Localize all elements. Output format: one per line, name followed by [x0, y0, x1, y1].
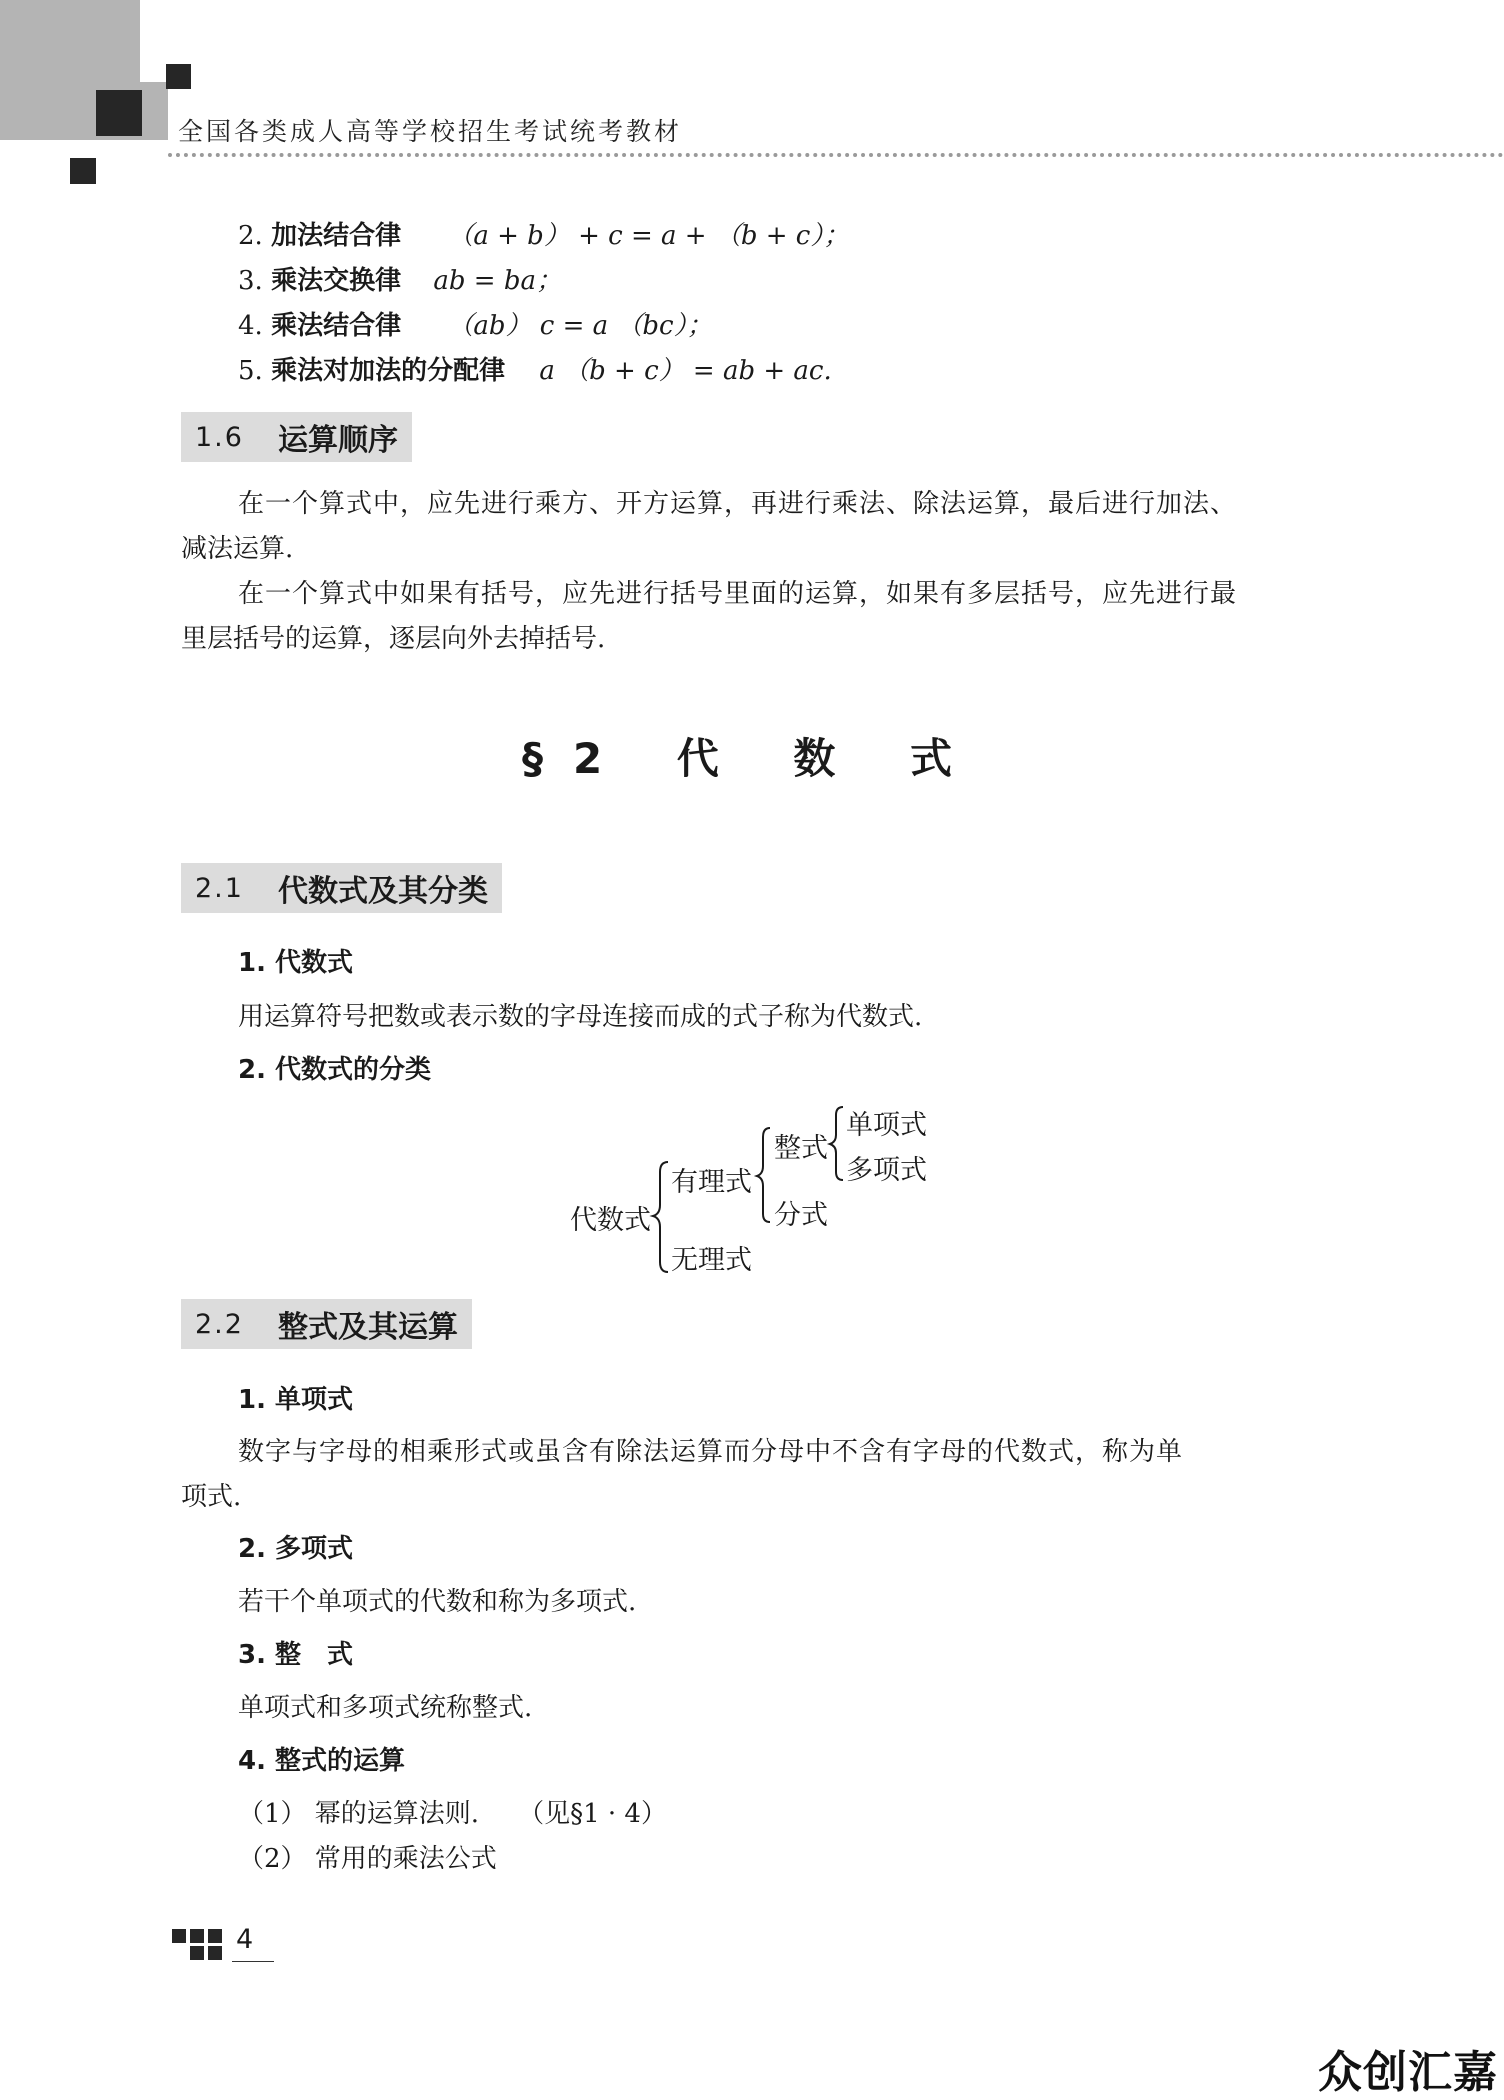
paragraph-line: 在一个算式中，应先进行乘方、开方运算，再进行乘法、除法运算，最后进行加法、 [238, 489, 1238, 519]
footer-square [208, 1929, 222, 1943]
law-formula: ab = ba； [433, 266, 562, 296]
item-heading: 4. 整式的运算 [238, 1746, 406, 1776]
chapter-title: §2 代 数 式 [521, 734, 983, 783]
law-number: 4. [238, 311, 263, 341]
footer-rule [232, 1961, 274, 1962]
law-name: 乘法对加法的分配律 [271, 356, 506, 386]
section-title: 运算顺序 [277, 423, 398, 458]
law-formula: （a + b） + c = a + （b + c）； [447, 221, 850, 251]
item-heading: 1. 代数式 [238, 948, 354, 978]
page-number: 4 [236, 1924, 254, 1955]
footer-square [208, 1946, 222, 1960]
tree-integral-label: 整式 [774, 1133, 828, 1164]
item-heading: 2. 代数式的分类 [238, 1055, 432, 1085]
item-heading: 1. 单项式 [238, 1385, 354, 1415]
item-heading: 3. 整 式 [238, 1640, 354, 1670]
footer-square [190, 1946, 204, 1960]
law-number: 5. [238, 356, 263, 386]
footer-square [190, 1929, 204, 1943]
law-number: 3. [238, 266, 263, 296]
law-formula: （ab） c = a （bc）； [447, 311, 713, 341]
tree-irrational-label: 无理式 [671, 1245, 752, 1276]
law-name: 乘法结合律 [271, 311, 402, 341]
section-title: 整式及其运算 [277, 1310, 458, 1345]
paragraph-line: 若干个单项式的代数和称为多项式. [238, 1587, 637, 1617]
header-title: 全国各类成人高等学校招生考试统考教材 [178, 117, 683, 146]
law-formula: a （b + c） = ab + ac. [539, 356, 832, 386]
law-name: 乘法交换律 [271, 266, 402, 296]
section-title: 代数式及其分类 [277, 874, 488, 909]
footer-square [172, 1929, 186, 1943]
item-heading: 2. 多项式 [238, 1534, 354, 1564]
tree-rational-label: 有理式 [671, 1167, 752, 1198]
paragraph-line: 减法运算. [181, 534, 294, 564]
law-name: 加法结合律 [271, 221, 402, 251]
tree-fraction-label: 分式 [774, 1200, 828, 1231]
paragraph-line: 里层括号的运算，逐层向外去掉括号. [181, 624, 606, 654]
law-number: 2. [238, 221, 263, 251]
tree-monomial-label: 单项式 [846, 1110, 927, 1141]
sub-item: （1） 幂的运算法则. （见§1 · 4） [238, 1799, 667, 1829]
section-number: 2.2 [195, 1308, 244, 1340]
paragraph-line: 用运算符号把数或表示数的字母连接而成的式子称为代数式. [238, 1002, 923, 1032]
paragraph-line: 数字与字母的相乘形式或虽含有除法运算而分母中不含有字母的代数式，称为单 [238, 1437, 1184, 1467]
sub-item: （2） 常用的乘法公式 [238, 1844, 497, 1874]
tree-polynomial-label: 多项式 [846, 1155, 927, 1186]
paragraph-line: 在一个算式中如果有括号，应先进行括号里面的运算，如果有多层括号，应先进行最 [238, 579, 1238, 609]
root-brace [653, 1162, 668, 1272]
section-heading-2-2 [181, 1299, 472, 1349]
rational-brace [757, 1128, 770, 1222]
tree-root-label: 代数式 [570, 1205, 651, 1236]
watermark: 众创汇嘉 [1318, 2047, 1498, 2098]
integral-brace [830, 1107, 843, 1180]
section-number: 2.1 [195, 872, 244, 904]
paragraph-line: 单项式和多项式统称整式. [238, 1693, 533, 1723]
section-number: 1.6 [195, 421, 244, 453]
paragraph-line: 项式. [181, 1482, 242, 1512]
